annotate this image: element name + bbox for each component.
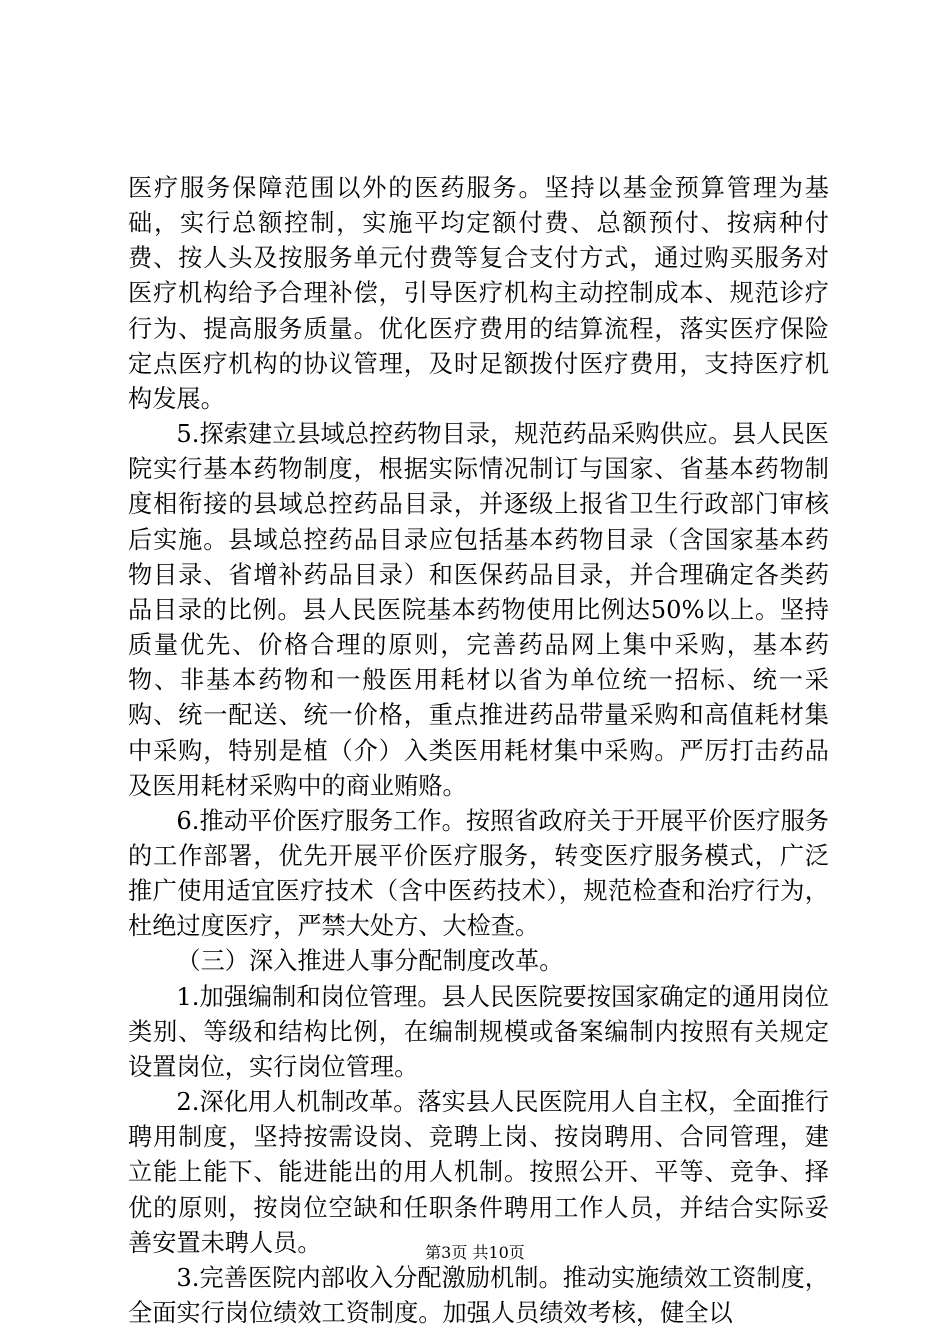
paragraph-5: 1.加强编制和岗位管理。县人民医院要按国家确定的通用岗位类别、等级和结构比例，在编制规模或备案编制内按照有关规定设置岗位，实行岗位管理。	[128, 982, 829, 1081]
page-number-label: 第3页 共10页	[425, 1243, 525, 1262]
paragraph-3: 6.推动平价医疗服务工作。按照省政府关于开展平价医疗服务的工作部署，优先开展平价医疗服务，转变医疗服务模式，广泛推广使用适宜医疗技术（含中医药技术），规范检查和治疗行为，杜绝过度医疗，严禁大处方、大检查。	[128, 806, 829, 941]
paragraph-2: 5.探索建立县域总控药物目录，规范药品采购供应。县人民医院实行基本药物制度，根据实际情况制订与国家、省基本药物制度相衔接的县域总控药品目录，并逐级上报省卫生行政部门审核后实施。县域总控药品目录应包括基本药物目录（含国家基本药物目录、省增补药品目录）和医保药品目录，并合理确定各类药品目录的比例。县人民医院基本药物使用比例达50%以上。坚持质量优先、价格合理的原则，完善药品网上集中采购，基本药物、非基本药物和一般医用耗材以省为单位统一招标、统一采购、统一配送、统一价格，重点推进药品带量采购和高值耗材集中采购，特别是植（介）入类医用耗材集中采购。严厉打击药品及医用耗材采购中的商业贿赂。	[128, 420, 829, 800]
paragraph-1: 医疗服务保障范围以外的医药服务。坚持以基金预算管理为基础，实行总额控制，实施平均定额付费、总额预付、按病种付费、按人头及按服务单元付费等复合支付方式，通过购买服务对医疗机构给予合理补偿，引导医疗机构主动控制成本、规范诊疗行为、提高服务质量。优化医疗费用的结算流程，落实医疗保险定点医疗机构的协议管理，及时足额拨付医疗费用，支持医疗机构发展。	[128, 174, 829, 413]
paragraph-7: 3.完善医院内部收入分配激励机制。推动实施绩效工资制度，全面实行岗位绩效工资制度。加强人员绩效考核，健全以	[128, 1263, 829, 1327]
document-body	[128, 171, 829, 1331]
paragraph-4: （三）深入推进人事分配制度改革。	[176, 947, 564, 976]
paragraph-6: 2.深化用人机制改革。落实县人民医院用人自主权，全面推行聘用制度，坚持按需设岗、竞聘上岗、按岗聘用、合同管理，建立能上能下、能进能出的用人机制。按照公开、平等、竞争、择优的原则，按岗位空缺和任职条件聘用工作人员，并结合实际妥善安置未聘人员。	[128, 1088, 829, 1257]
page-footer	[0, 1243, 950, 1263]
